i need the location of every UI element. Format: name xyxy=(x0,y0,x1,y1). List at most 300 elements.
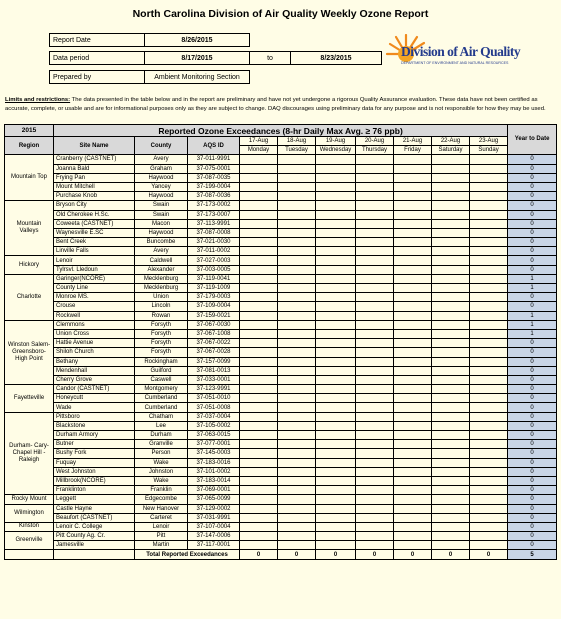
exceedance-cell xyxy=(356,265,394,274)
exceedance-cell xyxy=(470,311,508,320)
exceedance-cell xyxy=(470,173,508,182)
region-name: Fayetteville xyxy=(5,385,54,413)
exceedance-cell xyxy=(240,182,278,191)
region-name: Kinston xyxy=(5,522,54,531)
day-total: 0 xyxy=(278,550,316,559)
exceedance-cell xyxy=(278,339,316,348)
exceedance-cell xyxy=(432,348,470,357)
aqs-id: 37-183-0014 xyxy=(188,476,240,485)
total-row xyxy=(5,550,557,559)
aqs-id: 37-109-0004 xyxy=(188,302,240,311)
exceedance-cell xyxy=(394,173,432,182)
site-name: Blackstone xyxy=(54,421,135,430)
data-period-box xyxy=(49,51,382,65)
exceedance-cell xyxy=(240,201,278,210)
day-date: 22-Aug xyxy=(432,137,470,146)
exceedance-cell xyxy=(470,412,508,421)
limits-title: Limits and restrictions: xyxy=(5,97,71,103)
county-name: Union xyxy=(135,293,188,302)
site-name: Cranberry (CASTNET) xyxy=(54,155,135,164)
exceedance-cell xyxy=(394,403,432,412)
ytd-count: 0 xyxy=(508,173,557,182)
exceedance-cell xyxy=(432,467,470,476)
exceedance-cell xyxy=(432,293,470,302)
exceedance-cell xyxy=(316,182,356,191)
to-label: to xyxy=(250,52,291,65)
exceedance-cell xyxy=(278,495,316,504)
table-heading: Reported Ozone Exceedances (8-hr Daily Max Avg. ≥ 76 ppb) xyxy=(54,125,508,137)
table-row xyxy=(5,339,557,348)
ytd-count: 0 xyxy=(508,431,557,440)
day-total: 0 xyxy=(356,550,394,559)
day-total: 0 xyxy=(470,550,508,559)
exceedance-cell xyxy=(470,228,508,237)
exceedance-cell xyxy=(278,394,316,403)
county-name: Granville xyxy=(135,440,188,449)
table-row xyxy=(5,155,557,164)
exceedance-cell xyxy=(316,458,356,467)
exceedance-cell xyxy=(394,302,432,311)
exceedance-cell xyxy=(432,302,470,311)
total-spacer xyxy=(5,550,54,559)
exceedance-cell xyxy=(470,375,508,384)
exceedance-cell xyxy=(278,274,316,283)
ytd-count: 0 xyxy=(508,247,557,256)
aqs-id: 37-119-1009 xyxy=(188,284,240,293)
data-period-label: Data period xyxy=(50,52,145,65)
site-name: Bethany xyxy=(54,357,135,366)
exceedance-cell xyxy=(240,532,278,541)
region-name: Hickory xyxy=(5,256,54,274)
exceedance-cell xyxy=(394,495,432,504)
exceedance-cell xyxy=(432,329,470,338)
exceedance-cell xyxy=(432,412,470,421)
exceedance-cell xyxy=(356,504,394,513)
exceedance-cell xyxy=(470,476,508,485)
exceedance-cell xyxy=(432,210,470,219)
site-name: Cherry Grove xyxy=(54,375,135,384)
exceedance-cell xyxy=(470,532,508,541)
ytd-count: 0 xyxy=(508,449,557,458)
exceedance-cell xyxy=(278,192,316,201)
site-name: Beaufort (CASTNET) xyxy=(54,513,135,522)
exceedance-cell xyxy=(356,440,394,449)
day-total: 0 xyxy=(394,550,432,559)
table-row xyxy=(5,256,557,265)
exceedance-cell xyxy=(394,155,432,164)
exceedance-cell xyxy=(432,339,470,348)
ytd-count: 0 xyxy=(508,357,557,366)
aqs-id: 37-063-0015 xyxy=(188,431,240,440)
exceedance-cell xyxy=(278,357,316,366)
ytd-count: 0 xyxy=(508,366,557,375)
table-row xyxy=(5,504,557,513)
ytd-count: 0 xyxy=(508,522,557,531)
exceedance-cell xyxy=(278,421,316,430)
exceedance-cell xyxy=(356,201,394,210)
exceedance-cell xyxy=(394,256,432,265)
exceedance-cell xyxy=(278,375,316,384)
exceedance-cell xyxy=(240,302,278,311)
exceedance-cell xyxy=(316,394,356,403)
exceedance-cell xyxy=(316,164,356,173)
exceedance-cell xyxy=(432,173,470,182)
table-row xyxy=(5,394,557,403)
exceedance-cell xyxy=(470,192,508,201)
exceedance-cell xyxy=(278,182,316,191)
exceedance-cell xyxy=(356,238,394,247)
exceedance-cell xyxy=(394,293,432,302)
logo-subtitle: DEPARTMENT OF ENVIRONMENT AND NATURAL RESOURCES xyxy=(401,61,509,65)
exceedance-cell xyxy=(394,228,432,237)
county-name: Swain xyxy=(135,201,188,210)
site-name: West Johnston xyxy=(54,467,135,476)
exceedance-cell xyxy=(394,476,432,485)
exceedance-cell xyxy=(240,467,278,476)
site-name: Coweeta (CASTNET) xyxy=(54,219,135,228)
aqs-id: 37-199-0004 xyxy=(188,182,240,191)
exceedance-cell xyxy=(316,238,356,247)
site-name: Leggett xyxy=(54,495,135,504)
exceedance-cell xyxy=(278,458,316,467)
exceedance-cell xyxy=(240,504,278,513)
county-name: Johnston xyxy=(135,467,188,476)
exceedance-cell xyxy=(356,431,394,440)
ytd-count: 0 xyxy=(508,476,557,485)
exceedance-cell xyxy=(470,486,508,495)
region-name: Mountain Top xyxy=(5,155,54,201)
daq-logo xyxy=(384,34,552,74)
table-body xyxy=(5,155,557,559)
exceedance-cell xyxy=(278,238,316,247)
site-name: Waynesville E.SC xyxy=(54,228,135,237)
site-name: Lenoir xyxy=(54,256,135,265)
exceedance-cell xyxy=(240,228,278,237)
exceedance-cell xyxy=(240,375,278,384)
day-date: 18-Aug xyxy=(278,137,316,146)
ytd-count: 0 xyxy=(508,421,557,430)
exceedance-cell xyxy=(470,403,508,412)
aqs-id: 37-159-0021 xyxy=(188,311,240,320)
table-row xyxy=(5,486,557,495)
ytd-count: 1 xyxy=(508,320,557,329)
exceedance-cell xyxy=(278,348,316,357)
table-row xyxy=(5,192,557,201)
ytd-count: 0 xyxy=(508,532,557,541)
exceedance-cell xyxy=(470,302,508,311)
exceedance-cell xyxy=(356,302,394,311)
aqs-id: 37-067-1008 xyxy=(188,329,240,338)
exceedance-cell xyxy=(394,182,432,191)
exceedance-cell xyxy=(240,476,278,485)
site-name: Crouse xyxy=(54,302,135,311)
site-name: Lenoir C. College xyxy=(54,522,135,531)
exceedance-cell xyxy=(316,311,356,320)
county-name: Macon xyxy=(135,219,188,228)
table-row xyxy=(5,164,557,173)
table-row xyxy=(5,476,557,485)
exceedances-table xyxy=(4,124,557,560)
exceedance-cell xyxy=(278,532,316,541)
exceedance-cell xyxy=(432,394,470,403)
day-date: 23-Aug xyxy=(470,137,508,146)
exceedance-cell xyxy=(394,164,432,173)
exceedance-cell xyxy=(432,532,470,541)
ytd-count: 0 xyxy=(508,513,557,522)
exceedance-cell xyxy=(394,265,432,274)
logo-name: Division of Air Quality xyxy=(401,44,521,59)
county-name: Montgomery xyxy=(135,385,188,394)
exceedance-cell xyxy=(278,293,316,302)
exceedance-cell xyxy=(278,385,316,394)
exceedance-cell xyxy=(278,486,316,495)
county-name: Swain xyxy=(135,210,188,219)
exceedance-cell xyxy=(470,274,508,283)
aqs-id: 37-067-0022 xyxy=(188,339,240,348)
prepared-by-box xyxy=(49,70,250,84)
exceedance-cell xyxy=(394,440,432,449)
county-name: Haywood xyxy=(135,173,188,182)
table-row xyxy=(5,440,557,449)
exceedance-cell xyxy=(278,201,316,210)
aqs-id: 37-011-9991 xyxy=(188,155,240,164)
exceedance-cell xyxy=(278,284,316,293)
exceedance-cell xyxy=(394,532,432,541)
county-name: Rowan xyxy=(135,311,188,320)
county-name: Caswell xyxy=(135,375,188,384)
site-name: Clemmons xyxy=(54,320,135,329)
exceedance-cell xyxy=(278,449,316,458)
exceedance-cell xyxy=(470,357,508,366)
exceedance-cell xyxy=(240,366,278,375)
region-name: Mountain Valleys xyxy=(5,201,54,256)
site-name: Old Cherokee H.Sc. xyxy=(54,210,135,219)
exceedance-cell xyxy=(394,449,432,458)
exceedance-cell xyxy=(240,293,278,302)
day-date: 17-Aug xyxy=(240,137,278,146)
exceedance-cell xyxy=(394,467,432,476)
exceedance-cell xyxy=(356,293,394,302)
county-name: Mecklenburg xyxy=(135,284,188,293)
exceedance-cell xyxy=(470,394,508,403)
exceedance-cell xyxy=(432,513,470,522)
aqs-id: 37-101-0002 xyxy=(188,467,240,476)
table-row xyxy=(5,366,557,375)
aqs-id: 37-183-0016 xyxy=(188,458,240,467)
table-row xyxy=(5,293,557,302)
county-name: Wake xyxy=(135,458,188,467)
ytd-count: 0 xyxy=(508,155,557,164)
exceedance-cell xyxy=(356,421,394,430)
day-name: Friday xyxy=(394,146,432,155)
aqs-id: 37-113-9991 xyxy=(188,219,240,228)
site-name: Wade xyxy=(54,403,135,412)
exceedance-cell xyxy=(316,357,356,366)
exceedance-cell xyxy=(394,375,432,384)
exceedance-cell xyxy=(394,541,432,550)
report-date-box xyxy=(49,33,250,47)
county-name: Rockingham xyxy=(135,357,188,366)
day-date: 21-Aug xyxy=(394,137,432,146)
region-name: Winston Salem-Greensboro-High Point xyxy=(5,320,54,384)
report-title: North Carolina Division of Air Quality Weekly Ozone Report xyxy=(132,8,429,20)
exceedance-cell xyxy=(316,210,356,219)
table-row xyxy=(5,247,557,256)
site-name: Shiloh Church xyxy=(54,348,135,357)
ytd-count: 0 xyxy=(508,467,557,476)
exceedance-cell xyxy=(278,329,316,338)
ytd-count: 0 xyxy=(508,192,557,201)
exceedance-cell xyxy=(240,403,278,412)
exceedance-cell xyxy=(316,476,356,485)
aqs-id: 37-087-0008 xyxy=(188,228,240,237)
exceedance-cell xyxy=(470,440,508,449)
exceedance-cell xyxy=(470,348,508,357)
exceedance-cell xyxy=(432,182,470,191)
site-name: Bent Creek xyxy=(54,238,135,247)
exceedance-cell xyxy=(316,348,356,357)
exceedance-cell xyxy=(356,192,394,201)
aqs-id: 37-051-0008 xyxy=(188,403,240,412)
ytd-count: 0 xyxy=(508,182,557,191)
exceedance-cell xyxy=(316,532,356,541)
region-name: Wilmington xyxy=(5,504,54,522)
exceedance-cell xyxy=(432,504,470,513)
exceedance-cell xyxy=(432,265,470,274)
exceedance-cell xyxy=(356,375,394,384)
exceedance-cell xyxy=(240,431,278,440)
exceedance-cell xyxy=(432,476,470,485)
ytd-count: 1 xyxy=(508,274,557,283)
col-aqs: AQS ID xyxy=(188,137,240,155)
ytd-count: 0 xyxy=(508,201,557,210)
exceedance-cell xyxy=(394,247,432,256)
aqs-id: 37-129-0002 xyxy=(188,504,240,513)
exceedance-cell xyxy=(278,522,316,531)
county-name: Alexander xyxy=(135,265,188,274)
exceedance-cell xyxy=(394,357,432,366)
exceedance-cell xyxy=(356,173,394,182)
county-name: Forsyth xyxy=(135,339,188,348)
site-name: Garinger(NCORE) xyxy=(54,274,135,283)
exceedance-cell xyxy=(470,265,508,274)
exceedance-cell xyxy=(316,467,356,476)
ytd-count: 0 xyxy=(508,348,557,357)
county-name: Caldwell xyxy=(135,256,188,265)
exceedance-cell xyxy=(278,320,316,329)
exceedance-cell xyxy=(316,513,356,522)
period-end: 8/23/2015 xyxy=(291,52,382,65)
exceedance-cell xyxy=(470,495,508,504)
site-name: Linville Falls xyxy=(54,247,135,256)
exceedance-cell xyxy=(432,256,470,265)
ytd-count: 0 xyxy=(508,210,557,219)
county-name: Haywood xyxy=(135,228,188,237)
exceedance-cell xyxy=(394,329,432,338)
exceedance-cell xyxy=(278,219,316,228)
exceedance-cell xyxy=(316,247,356,256)
exceedance-cell xyxy=(356,219,394,228)
day-name: Tuesday xyxy=(278,146,316,155)
site-name: Tylrsvl. Lledoun xyxy=(54,265,135,274)
table-row xyxy=(5,458,557,467)
exceedance-cell xyxy=(470,247,508,256)
exceedance-cell xyxy=(316,256,356,265)
exceedance-cell xyxy=(470,458,508,467)
limits-text: The data presented in the table below and in the report are preliminary and have not yet undergone a rigorous Quality Assurance evaluation. These data have not been certified as accurate, complete, or usable and are for informational purposes only as they are subject to change. DAQ discourages using preliminary data for any purpose and is not responsible for how they may be used. xyxy=(5,97,546,112)
exceedance-cell xyxy=(240,274,278,283)
exceedance-cell xyxy=(432,311,470,320)
day-total: 0 xyxy=(240,550,278,559)
exceedance-cell xyxy=(432,238,470,247)
exceedance-cell xyxy=(278,228,316,237)
exceedance-cell xyxy=(432,274,470,283)
site-name: Bushy Fork xyxy=(54,449,135,458)
exceedance-cell xyxy=(394,284,432,293)
exceedance-cell xyxy=(356,541,394,550)
exceedance-cell xyxy=(470,522,508,531)
aqs-id: 37-157-0099 xyxy=(188,357,240,366)
exceedance-cell xyxy=(278,247,316,256)
region-name: Greenville xyxy=(5,532,54,550)
exceedance-cell xyxy=(356,449,394,458)
aqs-id: 37-123-9991 xyxy=(188,385,240,394)
ytd-count: 0 xyxy=(508,440,557,449)
exceedance-cell xyxy=(278,431,316,440)
exceedance-cell xyxy=(316,375,356,384)
exceedance-cell xyxy=(432,486,470,495)
day-total: 0 xyxy=(432,550,470,559)
exceedance-cell xyxy=(432,385,470,394)
aqs-id: 37-179-0003 xyxy=(188,293,240,302)
exceedance-cell xyxy=(316,274,356,283)
county-name: Person xyxy=(135,449,188,458)
county-name: Haywood xyxy=(135,192,188,201)
exceedance-cell xyxy=(278,513,316,522)
county-name: Durham xyxy=(135,431,188,440)
limits-notice xyxy=(5,96,555,113)
exceedance-cell xyxy=(356,532,394,541)
ytd-count: 0 xyxy=(508,265,557,274)
exceedance-cell xyxy=(278,155,316,164)
site-name: Hattie Avenue xyxy=(54,339,135,348)
exceedance-cell xyxy=(356,458,394,467)
site-name: Mendenhall xyxy=(54,366,135,375)
ytd-total: 5 xyxy=(508,550,557,559)
exceedance-cell xyxy=(240,440,278,449)
exceedance-cell xyxy=(240,265,278,274)
aqs-id: 37-173-0002 xyxy=(188,201,240,210)
site-name: Rockwell xyxy=(54,311,135,320)
exceedance-cell xyxy=(316,155,356,164)
exceedance-cell xyxy=(240,238,278,247)
aqs-id: 37-075-0001 xyxy=(188,164,240,173)
exceedance-cell xyxy=(356,348,394,357)
aqs-id: 37-069-0001 xyxy=(188,486,240,495)
exceedance-cell xyxy=(394,522,432,531)
site-name: County Line xyxy=(54,284,135,293)
exceedance-cell xyxy=(394,513,432,522)
ytd-count: 1 xyxy=(508,284,557,293)
exceedance-cell xyxy=(470,541,508,550)
exceedance-cell xyxy=(470,320,508,329)
exceedance-cell xyxy=(356,486,394,495)
exceedance-cell xyxy=(470,256,508,265)
exceedance-cell xyxy=(316,173,356,182)
site-name: Castle Hayne xyxy=(54,504,135,513)
exceedance-cell xyxy=(432,431,470,440)
day-name: Thursday xyxy=(356,146,394,155)
